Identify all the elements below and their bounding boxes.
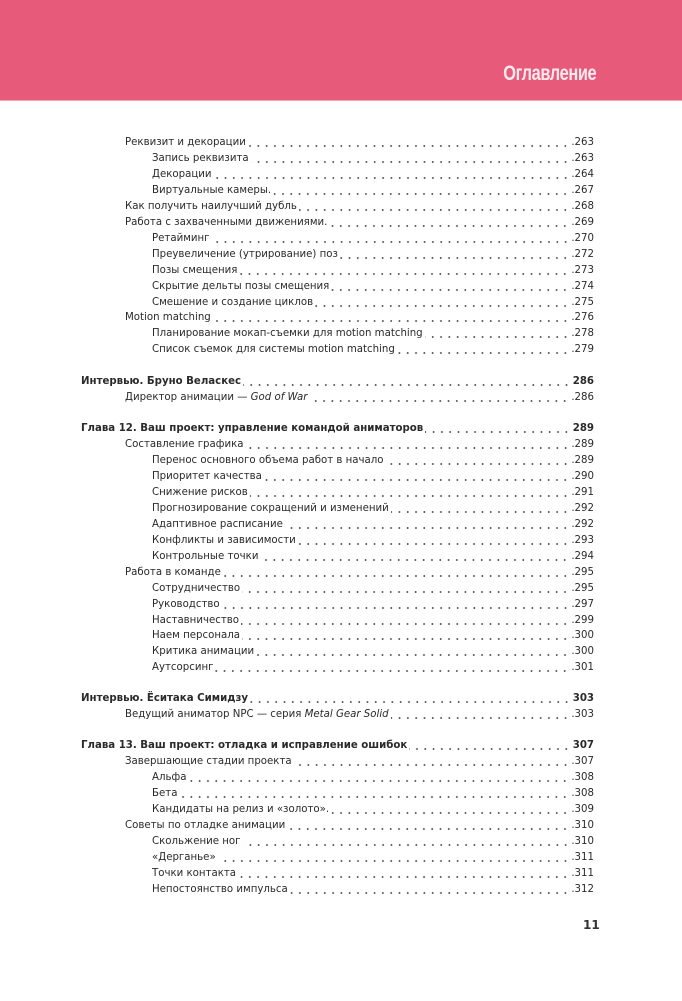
dot-leader [242, 584, 569, 594]
dot-leader [179, 789, 569, 799]
toc-entry-title: Motion matching [125, 312, 211, 323]
toc-entry-page: .311 [571, 852, 594, 863]
toc-entry-page: .289 [571, 455, 594, 466]
toc-entry-page: .294 [571, 551, 594, 562]
toc-entry-title: Кандидаты на релиз и «золото». [152, 804, 330, 815]
toc-entry-title: Руководство [152, 599, 220, 610]
page-number: 11 [583, 918, 600, 932]
dot-leader [331, 805, 569, 815]
toc-entry-title: Ведущий аниматор NPC — серия Metal Gear Solid [125, 709, 389, 720]
toc-entry-page: .272 [571, 249, 594, 260]
toc-entry-title: Адаптивное расписание [152, 519, 283, 530]
toc-entry-title: Перенос основного объема работ в начало [152, 455, 384, 466]
dot-leader [290, 885, 570, 895]
toc-entry[interactable] [152, 247, 594, 263]
toc-entry-page: .310 [571, 836, 594, 847]
toc-entry[interactable] [125, 215, 594, 231]
toc-entry-page: .295 [571, 567, 594, 578]
toc-entry-title: Глава 13. Ваш проект: отладка и исправление ошибок [81, 740, 408, 751]
dot-leader [213, 313, 570, 323]
toc-entry[interactable] [152, 597, 594, 613]
toc-entry[interactable] [152, 770, 594, 786]
toc-entry-page: .279 [571, 344, 594, 355]
toc-entry-page: .264 [571, 169, 594, 180]
toc-entry[interactable] [152, 263, 594, 279]
dot-leader [331, 282, 569, 292]
toc-entry-title: Точки контакта [152, 868, 237, 879]
toc-entry-page: .274 [571, 281, 594, 292]
toc-entry-title: Интервью. Ёситака Симидзу [81, 693, 248, 704]
toc-entry[interactable] [152, 866, 594, 882]
toc-entry-title: Директор анимации — God of War [125, 392, 308, 403]
toc-entry[interactable] [152, 660, 594, 676]
toc-interview-entry[interactable] [81, 374, 594, 390]
dot-leader [250, 488, 570, 498]
toc-entry-title: Приоритет качества [152, 471, 262, 482]
toc-entry-title: Альфа [152, 772, 187, 783]
toc-entry[interactable] [125, 818, 594, 834]
toc-entry-title: Контрольные точки [152, 551, 259, 562]
game-title: Metal Gear Solid [304, 709, 389, 720]
dot-leader [425, 329, 570, 339]
dot-leader [242, 631, 569, 641]
toc-entry[interactable] [152, 326, 594, 342]
toc-entry[interactable] [152, 231, 594, 247]
toc-entry[interactable] [152, 613, 594, 629]
toc-entry-title: Ретайминг [152, 233, 210, 244]
toc-entry-page: .269 [571, 217, 594, 228]
toc-entry-page: 303 [572, 693, 594, 704]
dot-leader [223, 568, 569, 578]
toc-entry[interactable] [125, 135, 594, 151]
toc-entry-title: Глава 12. Ваш проект: управление командой аниматоров [81, 423, 424, 434]
dot-leader [309, 393, 569, 403]
toc-entry-title: Виртуальные камеры. [152, 185, 272, 196]
toc-entry-page: .299 [571, 615, 594, 626]
toc-entry[interactable] [125, 437, 594, 453]
toc-entry-page: 286 [572, 376, 594, 387]
toc-entry-title: Скольжение ног [152, 836, 241, 847]
toc-entry[interactable] [152, 279, 594, 295]
toc-entry-title: Позы смещения [152, 265, 238, 276]
dot-leader [250, 694, 571, 704]
toc-entry-title: Запись реквизита [152, 153, 249, 164]
toc-entry-title: Список съемок для системы motion matching [152, 344, 395, 355]
toc-entry[interactable] [152, 342, 594, 358]
dot-leader [386, 456, 570, 466]
toc-entry-page: .278 [571, 328, 594, 339]
dot-leader [243, 837, 570, 847]
toc-entry-page: .290 [571, 471, 594, 482]
dot-leader [251, 154, 570, 164]
toc-entry[interactable] [152, 834, 594, 850]
toc-entry-page: .311 [571, 868, 594, 879]
dot-leader [397, 345, 570, 355]
toc-entry-title: Прогнозирование сокращений и изменений [152, 503, 389, 514]
dot-leader [273, 186, 569, 196]
toc-entry-title: Снижение рисков [152, 487, 248, 498]
toc-chapter-entry[interactable] [81, 738, 594, 754]
toc-entry-page: .289 [571, 439, 594, 450]
toc-entry-title: Наставничество [152, 615, 240, 626]
toc-entry-page: .292 [571, 503, 594, 514]
game-title: God of War [250, 392, 308, 403]
toc-entry-page: .303 [571, 709, 594, 720]
toc-entry[interactable] [125, 390, 594, 406]
dot-leader [212, 234, 570, 244]
dot-leader [256, 647, 569, 657]
dot-leader [222, 600, 570, 610]
toc-entry-title: Составление графика [125, 439, 244, 450]
dot-leader [329, 218, 569, 228]
toc-entry[interactable] [152, 151, 594, 167]
toc-entry[interactable] [125, 310, 594, 326]
dot-leader [294, 757, 570, 767]
dot-leader [218, 853, 570, 863]
toc-entry[interactable] [152, 628, 594, 644]
toc-entry-title: Реквизит и декорации [125, 137, 246, 148]
toc-entry[interactable] [152, 517, 594, 533]
dot-leader [299, 202, 569, 212]
toc-entry[interactable] [152, 469, 594, 485]
dot-leader [215, 663, 569, 673]
toc-entry-page: .312 [571, 884, 594, 895]
dot-leader [188, 773, 569, 783]
toc-entry-title: Советы по отладке анимации [125, 820, 286, 831]
toc-entry-title: Сотрудничество [152, 583, 241, 594]
toc-entry-page: .293 [571, 535, 594, 546]
toc-entry[interactable] [152, 485, 594, 501]
toc-entry-title: Преувеличение (утрирование) поз [152, 249, 338, 260]
toc-entry-page: .276 [571, 312, 594, 323]
toc-entry[interactable] [152, 295, 594, 311]
toc-entry-title: Критика анимации [152, 646, 255, 657]
toc-entry-title: Как получить наилучший дубль [125, 201, 297, 212]
toc-entry[interactable] [152, 549, 594, 565]
toc-entry-page: .300 [571, 630, 594, 641]
toc-entry-title: Скрытие дельты позы смещения [152, 281, 330, 292]
dot-leader [214, 170, 570, 180]
toc-entry[interactable] [152, 501, 594, 517]
header-title: Оглавление [502, 62, 596, 85]
toc-entry-title: Аутсорсинг [152, 662, 214, 673]
toc-entry[interactable] [152, 533, 594, 549]
toc-entry-title: Наем персонала [152, 630, 240, 641]
toc-entry-title: Планирование мокап-съемки для motion matching [152, 328, 423, 339]
toc-entry[interactable] [152, 850, 594, 866]
toc-entry-page: .300 [571, 646, 594, 657]
toc-entry[interactable] [125, 707, 594, 723]
dot-leader [285, 520, 569, 530]
toc-entry-page: .292 [571, 519, 594, 530]
toc-entry-page: .268 [571, 201, 594, 212]
toc-entry-title: Непостоянство импульса [152, 884, 288, 895]
toc-entry[interactable] [125, 565, 594, 581]
toc-entry-title: Смешение и создание циклов [152, 297, 314, 308]
dot-leader [238, 869, 569, 879]
dot-leader [243, 377, 571, 387]
toc-entry[interactable] [152, 167, 594, 183]
toc-entry-page: .270 [571, 233, 594, 244]
dot-leader [246, 440, 570, 450]
dot-leader [315, 298, 569, 308]
toc-entry-page: .310 [571, 820, 594, 831]
toc-entry-page: .295 [571, 583, 594, 594]
toc-entry-title: Интервью. Бруно Веласкес [81, 376, 242, 387]
dot-leader [241, 616, 569, 626]
toc-entry[interactable] [152, 786, 594, 802]
toc-entry-page: .263 [571, 153, 594, 164]
dot-leader [391, 504, 570, 514]
toc-entry[interactable] [152, 802, 594, 818]
dot-leader [260, 552, 569, 562]
toc-entry-title: Конфликты и зависимости [152, 535, 296, 546]
toc-chapter-entry[interactable] [81, 421, 594, 437]
toc-entry-title: Завершающие стадии проекта [125, 756, 292, 767]
dot-leader [264, 472, 569, 482]
toc-entry-page: .263 [571, 137, 594, 148]
toc-entry-page: .301 [571, 662, 594, 673]
dot-leader [340, 250, 569, 260]
toc-entry-title: Работа с захваченными движениями. [125, 217, 328, 228]
toc-entry-page: .273 [571, 265, 594, 276]
dot-leader [409, 741, 570, 751]
dot-leader [248, 138, 569, 148]
toc-entry-page: .275 [571, 297, 594, 308]
toc-entry[interactable] [125, 199, 594, 215]
toc-entry-title: Бета [152, 788, 178, 799]
toc-entry[interactable] [152, 644, 594, 660]
dot-leader [391, 710, 570, 720]
toc-entry-page: .286 [571, 392, 594, 403]
toc-entry[interactable] [152, 882, 594, 898]
dot-leader [239, 266, 569, 276]
toc-entry-page: .309 [571, 804, 594, 815]
chapter-header-band [0, 0, 682, 101]
toc-interview-entry[interactable] [81, 691, 594, 707]
toc-entry-page: .308 [571, 788, 594, 799]
toc-entry[interactable] [152, 581, 594, 597]
dot-leader [425, 424, 571, 434]
toc-entry-title: Работа в команде [125, 567, 221, 578]
toc-entry-page: .297 [571, 599, 594, 610]
toc-entry[interactable] [152, 183, 594, 199]
toc-entry-title: Декорации [152, 169, 212, 180]
toc-entry-page: .308 [571, 772, 594, 783]
toc-entry-page: .307 [571, 756, 594, 767]
toc-entry-page: .267 [571, 185, 594, 196]
toc-entry-page: 289 [572, 423, 594, 434]
toc-entry-page: .291 [571, 487, 594, 498]
dot-leader [287, 821, 569, 831]
dot-leader [298, 536, 570, 546]
toc-entry-page: 307 [572, 740, 594, 751]
toc-entry[interactable] [152, 453, 594, 469]
toc-entry-title: «Дерганье» [152, 852, 216, 863]
toc-entry[interactable] [125, 754, 594, 770]
